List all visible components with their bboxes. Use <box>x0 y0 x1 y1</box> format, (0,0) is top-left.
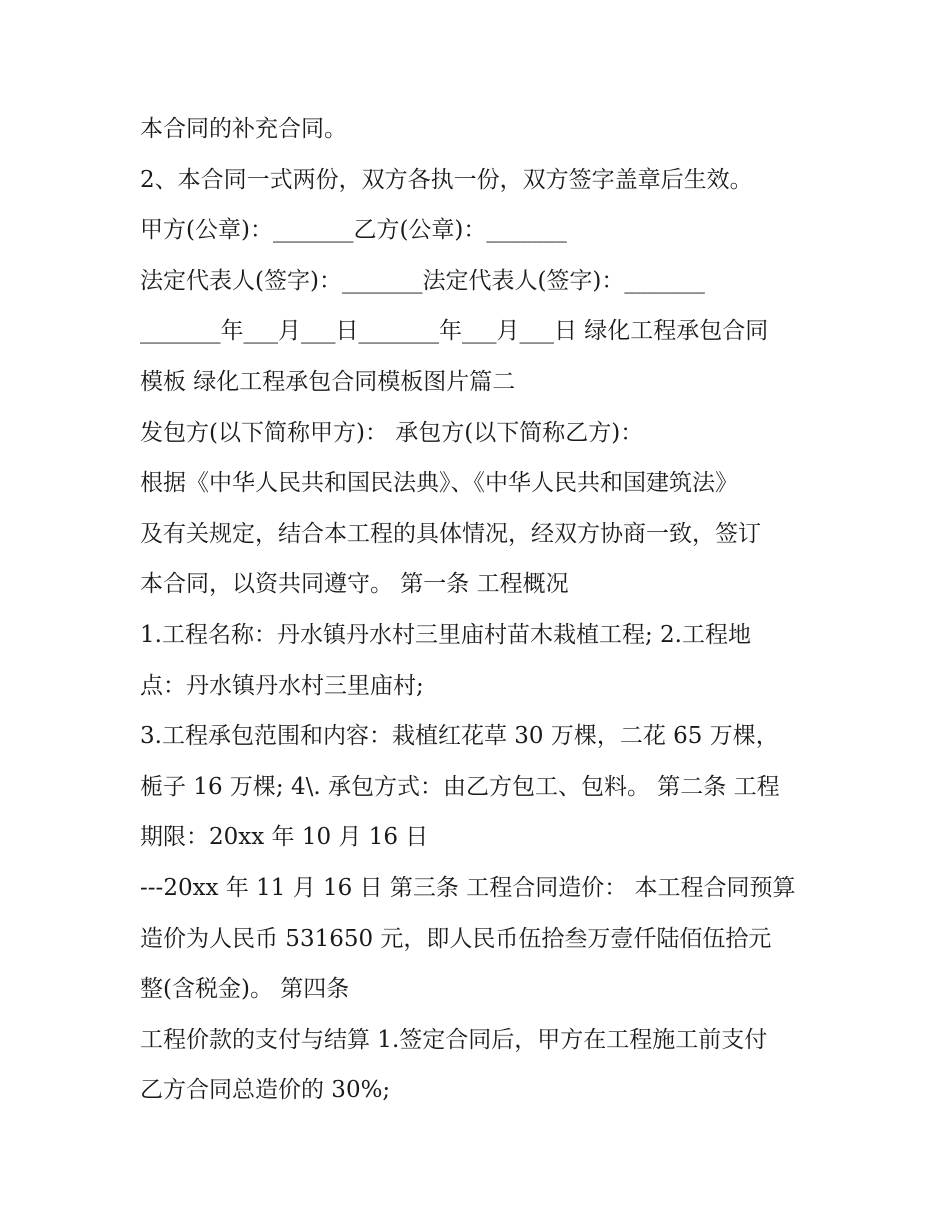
text-line: _______年___月___日_______年___月___日 绿化工程承包合同 <box>140 318 769 345</box>
text-line: 根据《中华人民共和国民法典》、《中华人民共和国建筑法》 <box>140 470 738 497</box>
text-line: 3.工程承包范围和内容：栽植红花草 30 万棵，二花 65 万棵， <box>140 723 779 750</box>
text-line: 整(含税金)。 第四条 <box>140 976 350 1003</box>
text-line: 1.工程名称：丹水镇丹水村三里庙村苗木栽植工程; 2.工程地 <box>140 621 751 648</box>
text-line: 工程价款的支付与结算 1.签定合同后，甲方在工程施工前支付 <box>140 1026 768 1053</box>
text-line: 2、本合同一式两份，双方各执一份，双方签字盖章后生效。 <box>140 166 753 193</box>
text-line: 模板 绿化工程承包合同模板图片篇二 <box>140 368 516 395</box>
text-line: 乙方合同总造价的 30%; <box>140 1077 391 1104</box>
text-line: 期限：20xx 年 10 月 16 日 <box>140 824 429 851</box>
text-line: 本合同，以资共同遵守。 第一条 工程概况 <box>140 571 569 598</box>
text-line: 本合同的补充合同。 <box>140 116 347 142</box>
text-line: 甲方(公章)：_______乙方(公章)：_______ <box>140 217 567 244</box>
contract-text <box>140 104 820 1116</box>
text-line: 及有关规定，结合本工程的具体情况，经双方协商一致，签订 <box>140 520 761 547</box>
text-line: 点：丹水镇丹水村三里庙村; <box>140 672 424 699</box>
text-line: 栀子 16 万棵; 4\. 承包方式：由乙方包工、包料。 第二条 工程 <box>140 773 780 800</box>
text-line: ---20xx 年 11 月 16 日 第三条 工程合同造价： 本工程合同预算 <box>140 874 796 901</box>
text-line: 发包方(以下简称甲方)： 承包方(以下简称乙方)： <box>140 419 644 446</box>
text-line: 法定代表人(签字)：_______法定代表人(签字)：_______ <box>140 267 705 294</box>
text-line: 造价为人民币 531650 元，即人民币伍拾叁万壹仟陆佰伍拾元 <box>140 925 772 952</box>
